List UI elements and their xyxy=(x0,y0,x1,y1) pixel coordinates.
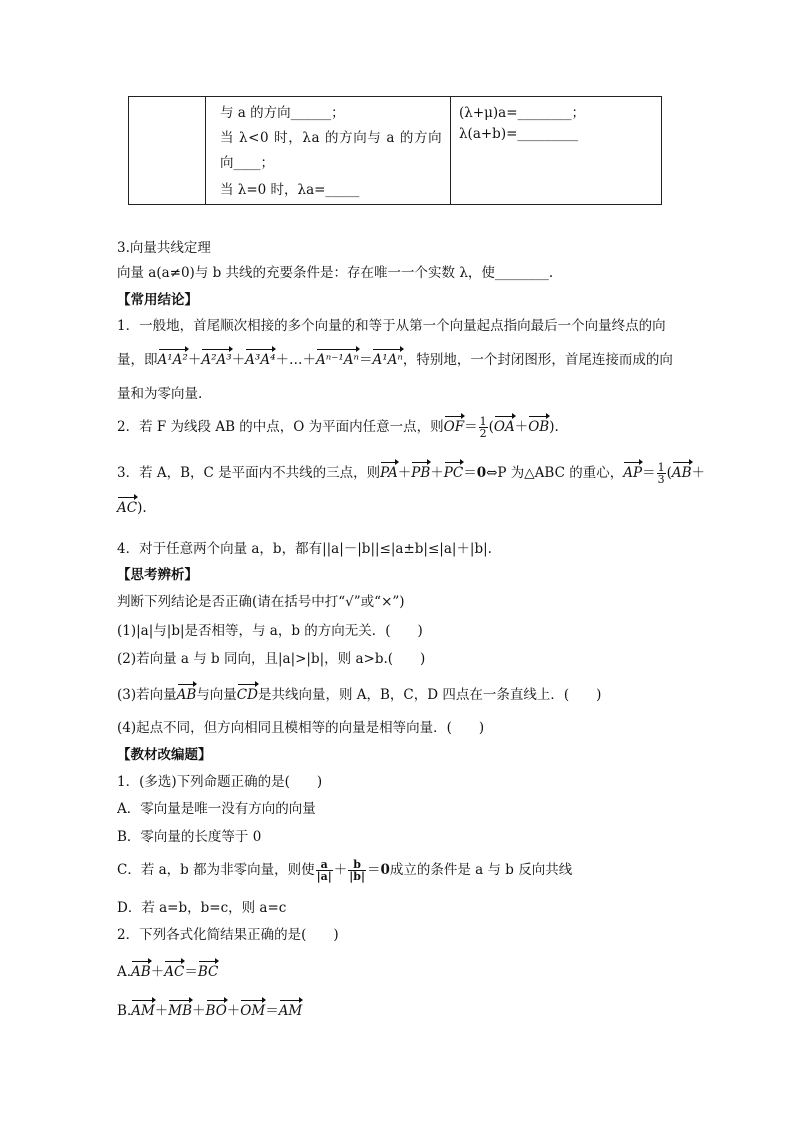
text: 量，即 xyxy=(117,352,158,368)
text: ，特别地，一个封闭图形，首尾连接而成的向 xyxy=(402,352,673,368)
problem-2: 2．下列各式化简结果正确的是( ) xyxy=(117,927,339,943)
vector-sum-formula: A¹A²＋A²A³＋A³A⁴＋…＋Aⁿ⁻¹Aⁿ＝A¹Aⁿ xyxy=(157,352,403,368)
statement-2: (2)若向量 a 与 b 同向，且|a|>|b|，则 a>b.( ) xyxy=(117,651,426,667)
table-cell-empty xyxy=(129,97,206,204)
text: 与向量 xyxy=(196,687,237,703)
section-header: 【常用结论】 xyxy=(117,292,198,308)
conclusion-2 xyxy=(117,415,559,439)
text: ⇔P 为△ABC 的重心， xyxy=(486,465,624,481)
statement-1: (1)|a|与|b|是否相等，与 a，b 的方向无关．( ) xyxy=(117,623,423,639)
conclusion-3-line-a xyxy=(117,461,705,485)
instruction-text: 判断下列结论是否正确(请在括号中打“√”或“×”) xyxy=(117,594,405,610)
midpoint-formula: OF＝ $\frac{1}{2}$ (OA＋OB). xyxy=(443,415,559,440)
problem-2-option-a: A.AB＋AC＝BC xyxy=(117,964,219,980)
statement-4: (4)起点不同，但方向相同且模相等的向量是相等向量．( ) xyxy=(117,720,485,736)
problem-2-option-b: B.AM＋MB＋BO＋OM＝AM xyxy=(117,1003,303,1019)
table-line: λ(a+b)=_________ xyxy=(459,126,579,142)
table-cell-right xyxy=(451,97,661,204)
text: B. xyxy=(117,1003,132,1019)
section-title: 3.向量共线定理 xyxy=(117,240,211,256)
text: A. xyxy=(117,964,132,980)
problem-1-option-b: B．零向量的长度等于 0 xyxy=(117,829,262,845)
conclusion-1-line-c: 量和为零向量. xyxy=(117,386,203,402)
table-line: 向____； xyxy=(220,155,274,171)
conclusion-1-line-b xyxy=(117,348,673,368)
text: (3)若向量 xyxy=(117,687,177,703)
conclusion-1-line-a: 1．一般地，首尾顺次相接的多个向量的和等于从第一个向量起点指向最后一个向量终点的向 xyxy=(117,318,666,334)
table-line: 当 λ<0 时，λa 的方向与 a 的方向 xyxy=(220,130,443,146)
operation-table xyxy=(128,96,662,205)
conclusion-3-line-b: AC). xyxy=(117,500,147,516)
theorem-text: 向量 a(a≠0)与 b 共线的充要条件是：存在唯一一个实数 λ，使________. xyxy=(117,265,554,281)
table-line: (λ+μ)a=________； xyxy=(459,105,586,121)
text: 成立的条件是 a 与 b 反向共线 xyxy=(389,862,573,878)
problem-1-option-a: A．零向量是唯一没有方向的向量 xyxy=(117,801,316,817)
text: 是共线向量，则 A，B，C，D 四点在一条直线上．( ) xyxy=(257,687,602,703)
section-header: 【教材改编题】 xyxy=(117,747,212,763)
table-line: 当 λ=0 时，λa=_____ xyxy=(220,182,360,198)
section-header: 【思考辨析】 xyxy=(117,567,198,583)
problem-1-option-c xyxy=(117,858,572,882)
text: 2．若 F 为线段 AB 的中点，O 为平面内任意一点，则 xyxy=(117,419,444,435)
statement-3: (3)若向量AB与向量CD是共线向量，则 A，B，C，D 四点在一条直线上．( ) xyxy=(117,687,602,703)
problem-1: 1．(多选)下列命题正确的是( ) xyxy=(117,774,323,790)
unit-vector-formula: $\frac{a}{|a|}$ ＋ $\frac{b}{|b|}$ ＝0 xyxy=(316,858,390,883)
centroid-vector-formula: AP＝ $\frac{1}{3}$ (AB＋ xyxy=(623,461,706,486)
text: 3．若 A，B，C 是平面内不共线的三点，则 xyxy=(117,465,381,481)
centroid-formula: PA＋PB＋PC＝0 xyxy=(380,465,487,481)
table-line: 与 a 的方向______； xyxy=(220,105,345,121)
problem-1-option-d: D．若 a=b，b=c，则 a=c xyxy=(117,900,287,916)
table-cell-middle xyxy=(206,97,451,204)
conclusion-4: 4．对于任意两个向量 a，b，都有||a|－|b||≤|a±b|≤|a|＋|b|. xyxy=(117,541,492,557)
text: C．若 a，b 都为非零向量，则使 xyxy=(117,862,315,878)
